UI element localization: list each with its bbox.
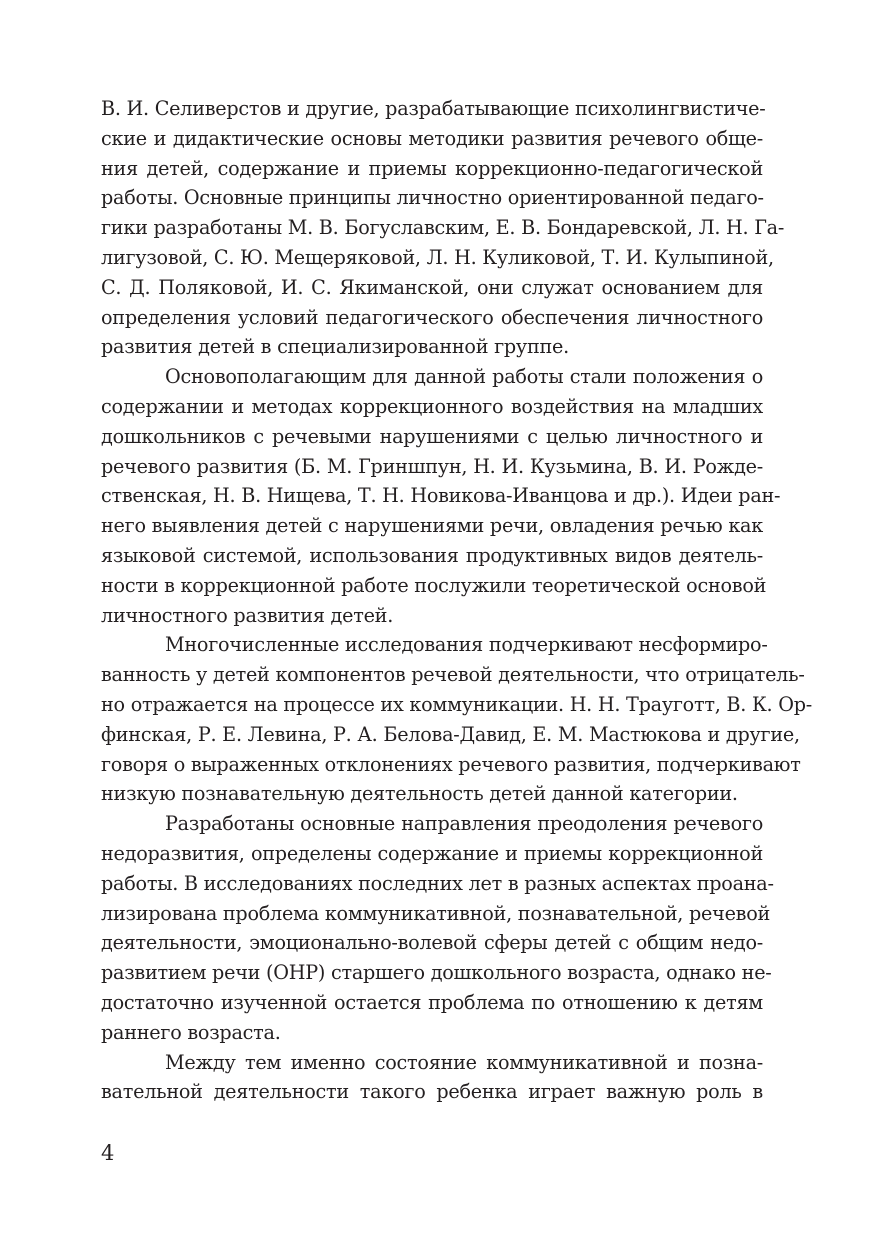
text-line: языковой системой, использования продуктивных видов деятель- [101, 543, 763, 567]
text-line: него выявления детей с нарушениями речи, овладения речью как [101, 514, 763, 538]
text-line: В. И. Селиверстов и другие, разрабатывающие психолингвистиче- [101, 97, 766, 120]
text-line: Между тем именно состояние коммуникативной и позна- [165, 1050, 763, 1074]
text-line: недоразвития, определены содержание и приемы коррекционной [101, 841, 763, 865]
text-line: ности в коррекционной работе послужили теоретической основой [101, 573, 767, 597]
text-line: деятельности, эмоционально-волевой сферы детей с общим недо- [101, 931, 763, 955]
text-line: работы. В исследованиях последних лет в разных аспектах проана- [101, 871, 774, 895]
page-body [101, 94, 812, 1107]
text-line: ские и дидактические основы методики развития речевого обще- [101, 126, 763, 150]
text-line: финская, Р. Е. Левина, Р. А. Белова-Давид, Е. М. Мастюкова и другие, [101, 722, 800, 746]
text-line: низкую познавательную деятельность детей данной категории. [101, 782, 738, 806]
text-line: говоря о выраженных отклонениях речевого развития, подчеркивают [101, 752, 801, 776]
text-line: ванность у детей компонентов речевой деятельности, что отрицатель- [101, 663, 805, 687]
page-number: 4 [101, 1141, 115, 1165]
text-line: гики разработаны М. В. Богуславским, Е. В. Бондаревской, Л. Н. Га- [101, 216, 785, 240]
text-line: развития детей в специализированной группе. [101, 335, 570, 359]
text-line: личностного развития детей. [101, 603, 394, 627]
text-line: речевого развития (Б. М. Гриншпун, Н. И. Кузьмина, В. И. Рожде- [101, 454, 763, 478]
text-line: вательной деятельности такого ребенка играет важную роль в [101, 1080, 763, 1104]
text-line: достаточно изученной остается проблема по отношению к детям [101, 990, 763, 1014]
text-line: Разработаны основные направления преодоления речевого [165, 812, 763, 836]
text-line: раннего возраста. [101, 1020, 281, 1044]
text-line: лизирована проблема коммуникативной, познавательной, речевой [101, 901, 771, 925]
text-line: Основополагающим для данной работы стали положения о [165, 365, 763, 389]
text-line: работы. Основные принципы личностно ориентированной педаго- [101, 186, 764, 210]
text-line: ния детей, содержание и приемы коррекционно-педагогической [101, 156, 763, 180]
text-line: ственская, Н. В. Нищева, Т. Н. Новикова-Иванцова и др.). Идеи ран- [101, 484, 781, 508]
text-line: содержании и методах коррекционного воздействия на младших [101, 394, 763, 418]
text-line: лигузовой, С. Ю. Мещеряковой, Л. Н. Куликовой, Т. И. Кулыпиной, [101, 245, 774, 269]
text-line: определения условий педагогического обеспечения личностного [101, 305, 763, 329]
text-line: но отражается на процессе их коммуникации. Н. Н. Трауготт, В. К. Ор- [101, 692, 812, 716]
text-line: развитием речи (ОНР) старшего дошкольного возраста, однако не- [101, 961, 772, 985]
text-line: С. Д. Поляковой, И. С. Якиманской, они служат основанием для [101, 275, 763, 299]
text-line: Многочисленные исследования подчеркивают несформиро- [165, 633, 768, 657]
text-line: дошкольников с речевыми нарушениями с целью личностного и [101, 424, 763, 448]
